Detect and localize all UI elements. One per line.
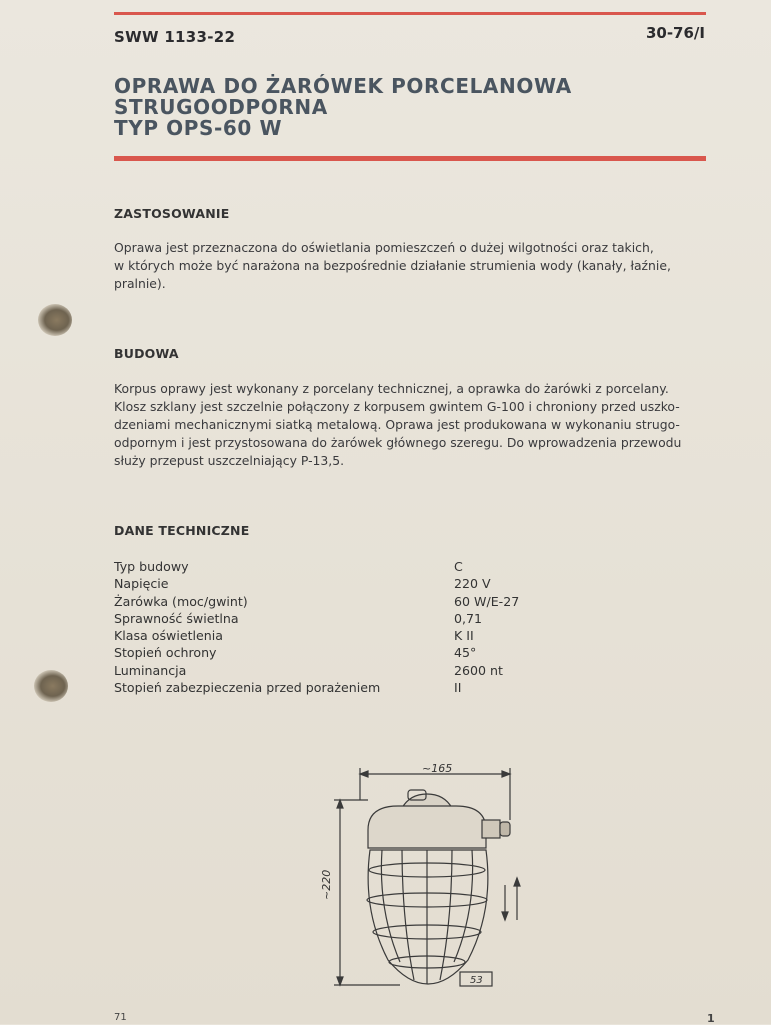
spec-row: [114, 679, 574, 696]
punch-hole-lower: [34, 670, 68, 702]
spec-table: [114, 558, 574, 696]
spec-row: [114, 593, 574, 610]
spec-row: [114, 627, 574, 644]
drawing-tag: 53: [470, 975, 483, 986]
title-line-1: OPRAWA DO ŻARÓWEK PORCELANOWA: [114, 74, 572, 98]
text-line: służy przepust uszczelniający P-13,5.: [114, 453, 345, 468]
text-line: dzeniami mechanicznymi siatką metalową. Oprawa jest produkowana w wykonaniu strugo-: [114, 417, 680, 432]
spec-value: K II: [454, 628, 474, 644]
height-dimension-label: ~220: [320, 869, 333, 900]
sheet-number: 30-76/I: [645, 24, 705, 42]
spec-label: Żarówka (moc/gwint): [114, 593, 248, 609]
document-title: [114, 76, 572, 139]
spec-label: Typ budowy: [114, 559, 189, 574]
spec-label: Stopień ochrony: [114, 645, 217, 661]
footer-page-number: 1: [707, 1012, 715, 1025]
top-rule: [114, 12, 706, 15]
text-line: w których może być narażona na bezpośrednie działanie strumienia wody (kanały, łaźnie,: [114, 258, 671, 273]
paragraph-zastosowanie: [114, 239, 706, 293]
spec-value: 0,71: [454, 610, 483, 626]
spec-row: [114, 644, 574, 661]
spec-value: 220 V: [454, 576, 491, 592]
spec-row: [114, 575, 574, 592]
heading-budowa: BUDOWA: [114, 346, 179, 361]
width-dimension-label: ~165: [422, 762, 453, 775]
spec-label: Luminancja: [114, 662, 187, 678]
spec-row: [114, 558, 574, 575]
heading-zastosowanie: ZASTOSOWANIE: [114, 206, 230, 221]
footer-left-number: 71: [114, 1012, 127, 1023]
punch-hole-upper: [38, 304, 72, 336]
spec-label: Stopień zabezpieczenia przed porażeniem: [114, 680, 381, 696]
text-line: Oprawa jest przeznaczona do oświetlania pomieszczeń o dużej wilgotności oraz takich,: [114, 240, 654, 255]
text-line: pralnie).: [114, 276, 166, 291]
title-rule: [114, 156, 706, 161]
text-line: Klosz szklany jest szczelnie połączony z korpusem gwintem G-100 i chroniony przed uszko-: [114, 399, 680, 414]
standard-code: SWW 1133-22: [114, 28, 236, 46]
spec-value: 45°: [454, 645, 477, 661]
title-line-3: TYP OPS-60 W: [114, 116, 283, 140]
luminaire-drawing: [310, 760, 540, 1000]
title-line-2: STRUGOODPORNA: [114, 95, 328, 119]
spec-label: Klasa oświetlenia: [114, 628, 223, 644]
spec-row: [114, 610, 574, 627]
text-line: Korpus oprawy jest wykonany z porcelany technicznej, a oprawka do żarówki z porcelany.: [114, 381, 669, 396]
spec-value: 60 W/E-27: [454, 593, 520, 609]
spec-label: Napięcie: [114, 576, 169, 592]
spec-label: Sprawność świetlna: [114, 610, 239, 626]
heading-dane-techniczne: DANE TECHNICZNE: [114, 523, 250, 538]
spec-value: II: [454, 680, 462, 696]
spec-row: [114, 662, 574, 679]
paragraph-budowa: [114, 380, 706, 470]
text-line: odpornym i jest przystosowana do żarówek głównego szeregu. Do wprowadzenia przewodu: [114, 435, 682, 450]
spec-value: C: [454, 559, 463, 574]
spec-value: 2600 nt: [454, 662, 503, 678]
